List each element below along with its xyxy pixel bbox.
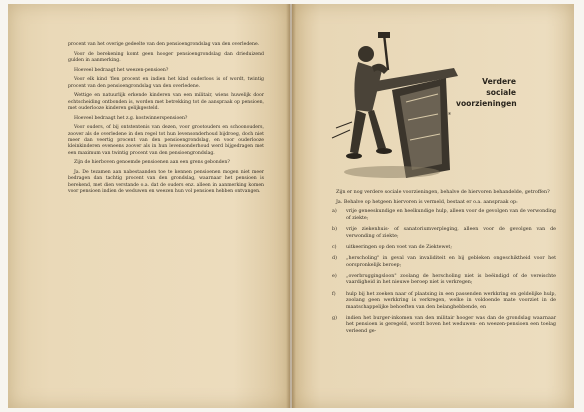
- list-item: [332, 256, 556, 269]
- body-paragraph: Voor elk kind 'flen procent en indien het kind ouderloos is of wordt, twintig procent van den pensioengrondslag van den overledene.: [68, 77, 264, 89]
- list-item-text: „overbruggingsloon" zoolang de herscholing niet is beëindigd of de vereischte vaardigheid in het nieuwe beroep niet is verkregen;: [346, 273, 556, 286]
- list-item-label: f): [332, 291, 336, 297]
- list-item-label: d): [332, 255, 337, 261]
- list-item-label: b): [332, 226, 337, 232]
- question-paragraph: Zijn de hierboven genoemde pensioenen aan een grens gebonden?: [74, 160, 230, 166]
- question-paragraph: Hoeveel bedraagt het z.g. kostwinnerspensioen?: [74, 115, 188, 121]
- list-item-label: e): [332, 273, 337, 279]
- body-paragraph: Ja. De tezamen aan nabestaanden toe te kennen pensioenen mogen niet meer bedragen dan tachtig procent van den grondslag, waarnaar het pensioen is berekend, met dien verstande o.a. dat de ouders enz. alleen in aanmerking komen voor pensioen indien de weduwen en weezen hun vol pensioen hebben ontvangen.: [68, 170, 264, 195]
- section-heading: [456, 76, 516, 109]
- right-page: [292, 4, 574, 408]
- left-page: [8, 4, 290, 408]
- list-item-text: hulp bij het zoeken naar of plaatsing in een passenden werkkring en geldelijke hulp, zoolang geen werkkring is verkregen, welke in voldoende mate voorziet in de maatschappelijke behoeften van den belanghebbende, en: [346, 291, 556, 310]
- body-paragraph: procent van het overige gedeelte van den pensioengrondslag van den overledene.: [68, 42, 260, 47]
- heading-line: Verdere: [482, 77, 516, 86]
- blacksmith-illustration: [322, 30, 462, 182]
- heading-line: voorzieningen: [456, 99, 517, 108]
- list-item-text: indien het burger-inkomen van den militair hooger was dan de grondslag waarnaar het pensioen is geregeld, wordt boven het weduwen- en weezen-pensioen een toelag verleend ge-: [346, 315, 556, 335]
- list-item: [332, 245, 556, 252]
- provisions-list: [332, 209, 556, 335]
- body-paragraph: Voor ouders, of bij ontstentenis van dezen, voor grootouders en schoonouders, zoover als de overledene in den regel tot hun levensonderhoud bijdroeg, doch niet meer dan veertig procent van den pensioengrondslag, en voor ouderlooze kleinkinderen eveneens zoover als in hun levensonderhoud werd bijgedragen met een maximum van twintig procent van den pensioengrondslag.: [68, 125, 264, 156]
- list-item-label: g): [332, 315, 337, 321]
- answer-paragraph: Ja. Behalve op hetgeen hiervoren is vermeld, bestaat er o.a. aanspraak op:: [336, 199, 518, 205]
- right-page-text: [332, 190, 556, 340]
- list-item-label: c): [332, 244, 337, 250]
- list-item: [332, 209, 556, 222]
- list-item: [332, 292, 556, 312]
- body-paragraph: Voor de berekening komt geen hooger pensioengrondslag dan drieduizend gulden in aanmerking.: [68, 51, 264, 63]
- ornament-mark: *: [448, 112, 451, 119]
- question-paragraph: Zijn er nog verdere sociale voorzieningen, behalve de hiervoren behandelde, getroffen?: [336, 190, 550, 195]
- list-item: [332, 274, 556, 287]
- list-item-text: vrije geneeskundige en heelkundige hulp, alleen voor de gevolgen van de verwonding of ziekte;: [346, 209, 556, 221]
- list-item: [332, 316, 556, 336]
- list-item-label: a): [332, 209, 337, 215]
- heading-line: sociale: [486, 88, 516, 97]
- book-gutter: [286, 4, 296, 408]
- question-paragraph: Hoeveel bedraagt het weezen-pensioen?: [74, 67, 169, 73]
- list-item-text: vrije ziekenhuis- of sanatoriumverpleging, alleen voor de gevolgen van de verwonding of ziekte;: [346, 226, 556, 239]
- list-item: [332, 227, 556, 240]
- list-item-text: uitkeeringen op den voet van de Ziektewet;: [346, 244, 452, 250]
- left-page-text: [68, 42, 264, 199]
- body-paragraph: Wettige en natuurlijk erkende kinderen van een militair, wiens huwelijk door echtscheiding ontbonden is, worden met betrekking tot de aanspraak op pensioen, met ouderlooze kinderen gelijkgesteld.: [68, 93, 264, 111]
- list-item-text: „herscholing" in geval van invaliditeit en bij gebleken ongeschiktheid voor het oorspronkelijk beroep;: [346, 255, 556, 268]
